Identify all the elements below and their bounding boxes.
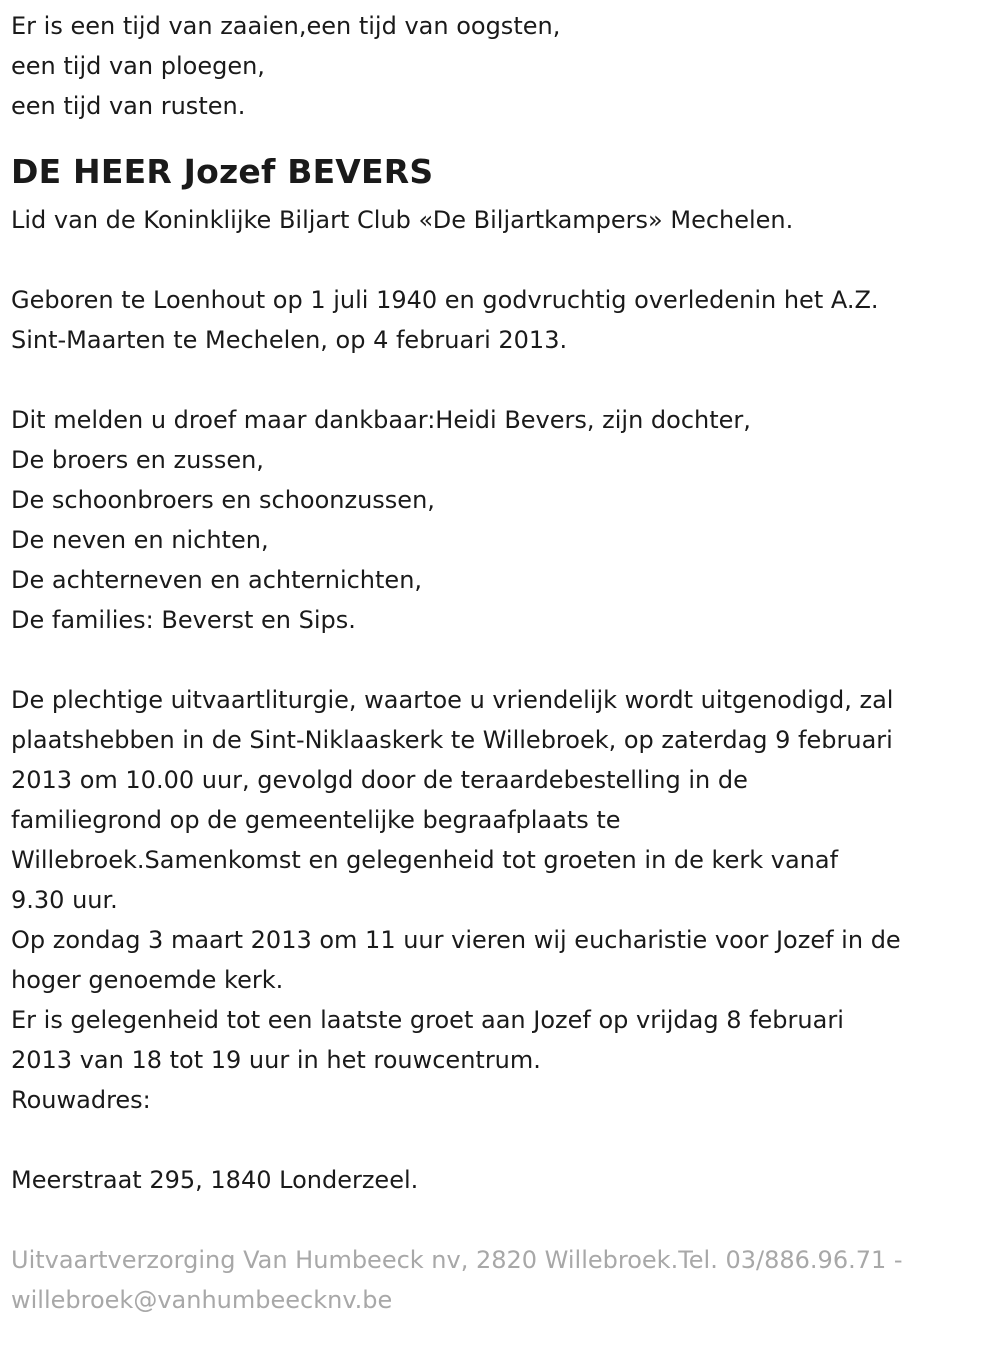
paragraph-spacer xyxy=(11,1120,996,1160)
announcer-line: De families: Beverst en Sips. xyxy=(11,606,356,634)
ceremony-line: plaatshebben in de Sint-Niklaaskerk te Willebroek, op zaterdag 9 februari xyxy=(11,726,893,754)
membership-line: Lid van de Koninklijke Biljart Club «De Biljartkampers» Mechelen. xyxy=(11,206,794,234)
mourning-address: Meerstraat 295, 1840 Londerzeel. xyxy=(11,1166,419,1194)
ceremony-line: Er is gelegenheid tot een laatste groet aan Jozef op vrijdag 8 februari xyxy=(11,1006,844,1034)
ceremony-line: 2013 om 10.00 uur, gevolgd door de teraardebestelling in de xyxy=(11,766,748,794)
announcer-line: Dit melden u droef maar dankbaar:Heidi Bevers, zijn dochter, xyxy=(11,406,751,434)
funeral-director-line: Uitvaartverzorging Van Humbeeck nv, 2820 Willebroek.Tel. 03/886.96.71 - xyxy=(11,1246,903,1274)
ceremony-block xyxy=(11,680,996,1120)
announcer-line: De broers en zussen, xyxy=(11,446,264,474)
paragraph-spacer xyxy=(11,240,996,280)
birth-death-line: Geboren te Loenhout op 1 juli 1940 en godvruchtig overledenin het A.Z. xyxy=(11,286,879,314)
obituary-document xyxy=(11,6,996,1320)
funeral-director-email: willebroek@vanhumbeecknv.be xyxy=(11,1286,393,1314)
ceremony-line: hoger genoemde kerk. xyxy=(11,966,284,994)
birth-death-line: Sint-Maarten te Mechelen, op 4 februari 2013. xyxy=(11,326,568,354)
funeral-director-footer xyxy=(11,1240,996,1320)
announcer-line: De schoonbroers en schoonzussen, xyxy=(11,486,435,514)
announcers-block xyxy=(11,400,996,640)
announcer-line: De achterneven en achternichten, xyxy=(11,566,423,594)
ceremony-line: familiegrond op de gemeentelijke begraafplaats te xyxy=(11,806,621,834)
paragraph-spacer xyxy=(11,1200,996,1240)
poem-block xyxy=(11,6,996,126)
poem-line: Er is een tijd van zaaien,een tijd van oogsten, xyxy=(11,12,561,40)
paragraph-spacer xyxy=(11,640,996,680)
poem-line: een tijd van ploegen, xyxy=(11,52,265,80)
ceremony-line: De plechtige uitvaartliturgie, waartoe u vriendelijk wordt uitgenodigd, zal xyxy=(11,686,894,714)
ceremony-line: 2013 van 18 tot 19 uur in het rouwcentrum. xyxy=(11,1046,541,1074)
ceremony-line: Willebroek.Samenkomst en gelegenheid tot groeten in de kerk vanaf xyxy=(11,846,839,874)
poem-line: een tijd van rusten. xyxy=(11,92,246,120)
announcer-line: De neven en nichten, xyxy=(11,526,269,554)
deceased-name-heading: DE HEER Jozef BEVERS xyxy=(11,152,434,191)
ceremony-line: 9.30 uur. xyxy=(11,886,118,914)
ceremony-line: Op zondag 3 maart 2013 om 11 uur vieren wij eucharistie voor Jozef in de xyxy=(11,926,901,954)
paragraph-spacer xyxy=(11,360,996,400)
mourning-address-label: Rouwadres: xyxy=(11,1086,151,1114)
birth-death-block xyxy=(11,280,996,360)
